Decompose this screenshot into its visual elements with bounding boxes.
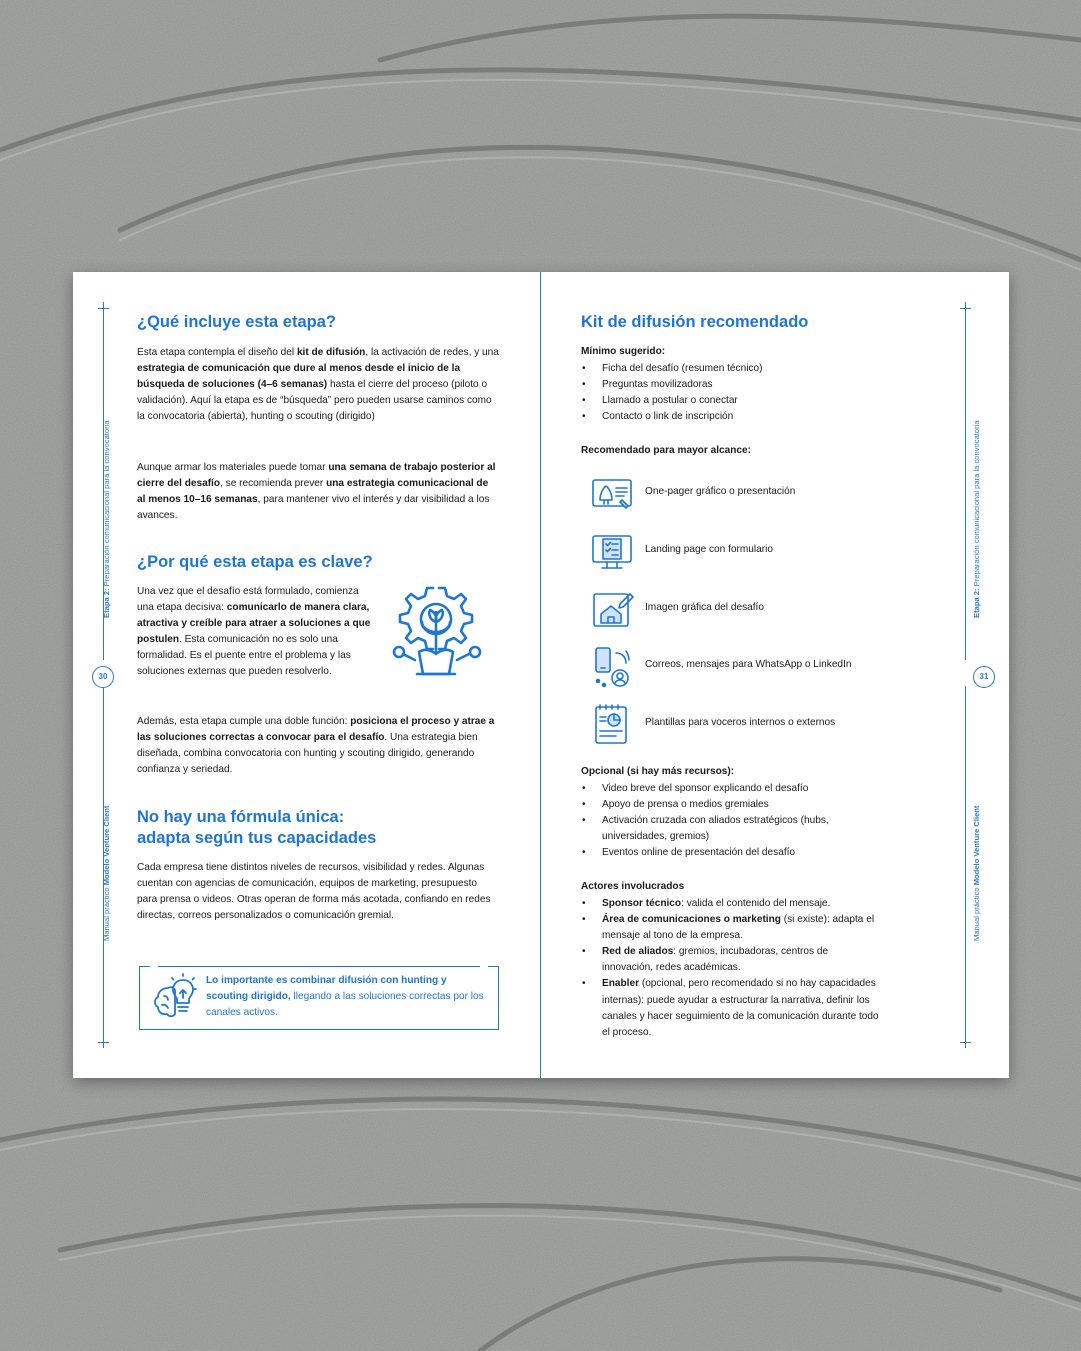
landing-page-form-icon	[590, 530, 634, 574]
callout-text: Lo importante es combinar difusión con hunting y scouting dirigido, llegando a las soluciones correctas por los canales activos.	[206, 975, 484, 1019]
paragraph-por-que-2: Además, esta etapa cumple una doble función: posiciona el proceso y atrae a las soluciones correctas a convocar para el desafío. Una estrategia bien diseñada, combina convocatoria con hunting y scouting dirigido, generando confianza y seriedad.	[137, 716, 495, 776]
section-title-no-hay-formula: No hay una fórmula única: adapta según tus capacidades	[137, 808, 377, 847]
list-item: • Ficha del desafío (resumen técnico)	[581, 361, 941, 377]
messaging-icon	[590, 645, 634, 689]
label-minimo: Mínimo sugerido:	[581, 346, 666, 357]
page-title-kit-difusion: Kit de difusión recomendado	[581, 313, 809, 331]
list-item: • Preguntas movilizadoras	[581, 377, 941, 393]
vertical-manual-label: Manual práctico Modelo Venture Client	[102, 805, 111, 941]
template-document-icon	[590, 703, 634, 747]
booklet-spread	[73, 272, 1009, 1078]
right-margin-rule-bottom	[965, 686, 966, 1048]
page-number: 30	[92, 666, 114, 688]
paragraph-no-hay-formula: Cada empresa tiene distintos niveles de recursos, visibilidad y redes. Algunas cuentan con agencias de comunicación, equipos de marketing, presupuesto para prensa o videos. Otras operan de forma más acotada, confiando en redes directas, correos personalizados o comunicación gremial.	[137, 862, 491, 922]
paragraph-que-incluye-2: Aunque armar los materiales puede tomar una semana de trabajo posterior al cierre del desafío, se recomienda prever una estrategia comunicacional de al menos 10–16 semanas, para mantener vivo el interés y dar visibilidad a los avances.	[137, 462, 496, 522]
list-item: • Área de comunicaciones o marketing (si existe): adapta el mensaje al tono de la empresa.	[581, 912, 881, 944]
label-actores: Actores involucrados	[581, 881, 685, 892]
section-title-por-que: ¿Por qué esta etapa es clave?	[137, 553, 373, 571]
vertical-manual-label: Manual práctico Modelo Venture Client	[972, 805, 981, 941]
image-edit-icon	[590, 588, 634, 632]
section-title-que-incluye: ¿Qué incluye esta etapa?	[137, 313, 336, 331]
left-margin-tick-bottom	[98, 1042, 109, 1043]
list-item: • Enabler (opcional, pero recomendado si no hay capacidades internas): puede ayudar a estructurar la narrativa, definir los canales y hacer seguimiento de la comunicación durante todo el proceso.	[581, 976, 881, 1040]
flower-gear-icon	[389, 582, 489, 694]
list-actores	[581, 896, 881, 1041]
page-left	[73, 272, 540, 1078]
list-minimo	[581, 361, 941, 425]
label-recomendado: Recomendado para mayor alcance:	[581, 445, 751, 456]
list-item: • Contacto o link de inscripción	[581, 409, 941, 425]
kit-item-label: One-pager gráfico o presentación	[645, 486, 796, 497]
right-margin-tick-bottom	[960, 1042, 971, 1043]
left-margin-tick-top	[98, 308, 109, 309]
vertical-section-label: Etapa 2: Preparación comunicacional para la convocatoria	[972, 420, 981, 618]
presentation-icon	[590, 472, 634, 516]
list-item: • Apoyo de prensa o medios gremiales	[581, 797, 881, 813]
callout-box	[139, 966, 499, 1030]
page-number: 31	[973, 666, 995, 688]
kit-item-label: Correos, mensajes para WhatsApp o LinkedIn	[645, 659, 852, 670]
label-opcional: Opcional (si hay más recursos):	[581, 766, 735, 777]
kit-item-label: Imagen gráfica del desafío	[645, 602, 764, 613]
list-item: • Eventos online de presentación del desafío	[581, 845, 881, 861]
page-right	[540, 272, 1009, 1078]
list-item: • Sponsor técnico: valida el contenido del mensaje.	[581, 896, 881, 912]
list-opcional	[581, 781, 881, 861]
paragraph-que-incluye-1: Esta etapa contempla el diseño del kit de difusión, la activación de redes, y una estrategia de comunicación que dure al menos desde el inicio de la búsqueda de soluciones (4–6 semanas) hasta el cierre del proceso (piloto o validación). Aquí la etapa es de “búsqueda” pero pueden usarse caminos como la convocatoria (abierta), hunting o scouting (dirigido)	[137, 347, 499, 423]
list-item: • Video breve del sponsor explicando el desafío	[581, 781, 881, 797]
paragraph-por-que-1: Una vez que el desafío está formulado, comienza una etapa decisiva: comunicarlo de manera clara, atractiva y creíble para atraer a soluciones a que postulen. Esta comunicación no es solo una formalidad. Es el puente entre el problema y las soluciones externas que pueden resolverlo.	[137, 586, 371, 678]
list-item: • Activación cruzada con aliados estratégicos (hubs, universidades, gremios)	[581, 813, 881, 845]
brain-lightbulb-icon	[150, 972, 200, 1022]
kit-item-label: Plantillas para voceros internos o externos	[645, 717, 836, 728]
right-margin-tick-top	[960, 308, 971, 309]
list-item: • Llamado a postular o conectar	[581, 393, 941, 409]
list-item: • Red de aliados: gremios, incubadoras, centros de innovación, redes académicas.	[581, 944, 881, 976]
kit-item-label: Landing page con formulario	[645, 544, 773, 555]
right-margin-rule-top	[965, 302, 966, 660]
vertical-section-label: Etapa 2: Preparación comunicacional para la convocatoria	[102, 420, 111, 618]
